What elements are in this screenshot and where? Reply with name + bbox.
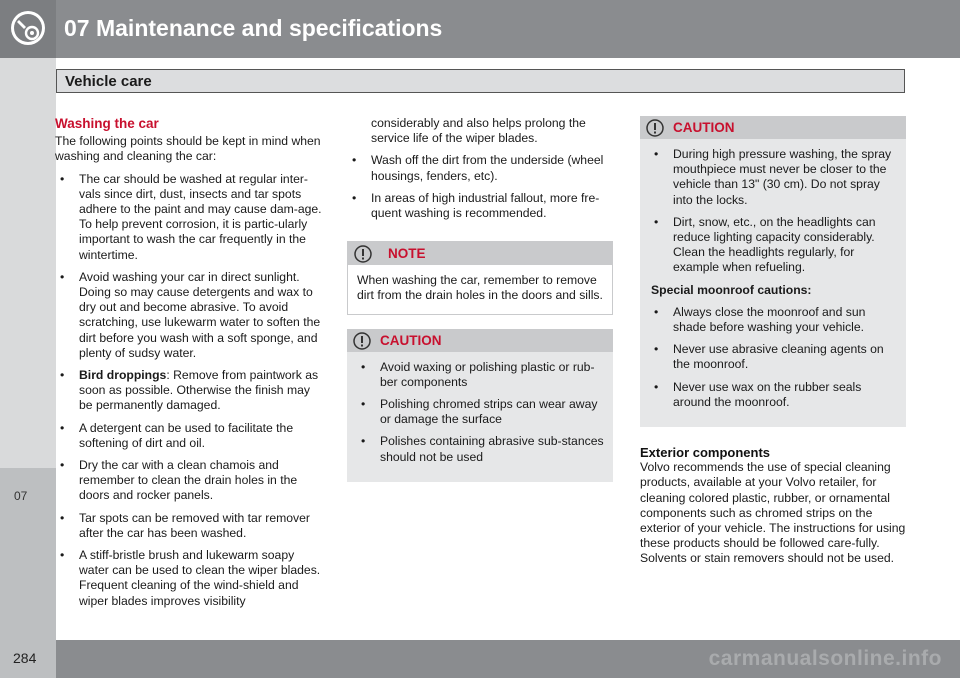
caution-label: CAUTION [673,120,735,135]
column-1 [55,116,323,616]
moonroof-list [649,305,897,410]
chapter-title: 07 Maintenance and specifications [64,15,443,41]
caution-header [347,329,613,352]
washing-list-continued [347,116,613,221]
caution-box-plastic [347,329,613,482]
list-item: • The car should be washed at regular inter-vals since dirt, dust, insects and tar spots adhere to the paint and may cause dam-age. To help prevent corrosion, it is partic-ularly important to wash the car frequently in the wintertime. [55,172,323,263]
caution-header [640,116,906,139]
caution-list [356,360,604,465]
washing-heading: Washing the car [55,116,159,131]
caution-body [640,139,906,427]
list-item: • Never use abrasive cleaning agents on the moonroof. [649,342,897,372]
chapter-tab-strip [0,468,56,640]
list-item: • Polishing chromed strips can wear away or damage the surface [356,397,604,427]
bird-droppings-label: Bird droppings [79,368,167,383]
washing-intro: The following points should be kept in mind when washing and cleaning the car: [55,134,321,164]
exterior-heading: Exterior components [640,445,771,461]
moonroof-subheading: Special moonroof cautions: [651,282,812,297]
bird-droppings-text: : Remove from paintwork as soon as possible. Otherwise the finish may be permanently damaged. [79,368,319,413]
chapter-header [0,0,960,58]
chapter-tab-label: 07 [14,489,28,503]
caution-label: CAUTION [380,332,442,348]
page-number: 284 [13,650,37,666]
note-label: NOTE [388,246,426,262]
note-header [348,242,612,265]
watermark: carmanualsonline.info [708,647,942,670]
page-footer [0,640,960,678]
note-text: When washing the car, remember to remove dirt from the drain holes in the doors and sills. [357,273,603,303]
exterior-text: Volvo recommends the use of special cleaning products, available at your Volvo retailer, for cleaning colored plastic, rubber, or ornamental components such as chromed strips on the exterior of your vehicle. The instructions for using these products should be followed care-fully. Solvents or stain removers should not be used. [640,460,906,566]
caution-list [649,147,897,276]
exclamation-icon [354,245,372,263]
list-item: • In areas of high industrial fallout, more fre-quent washing is recommended. [347,191,613,221]
caution-body [347,352,613,482]
list-item: • Polishes containing abrasive sub-stances should not be used [356,434,604,464]
page-number-box [0,640,56,678]
section-bar [56,69,905,93]
list-item: • Tar spots can be removed with tar remover after the car has been washed. [55,511,323,541]
exclamation-icon [646,119,664,137]
list-item-continuation: considerably and also helps prolong the service life of the wiper blades. [371,116,586,146]
wrench-gear-icon [9,8,47,48]
list-item: • A stiff-bristle brush and lukewarm soapy water can be used to clean the wiper blades. Frequent cleaning of the wind-shield and wiper blades improves visibility [55,548,323,609]
column-3 [640,116,906,574]
list-item [55,368,323,414]
list-item: • Avoid washing your car in direct sunlight. Doing so may cause detergents and wax to dry out and become abrasive. To avoid scratching, use lukewarm water to soften the dirt before you wash with a soft sponge, and plenty of sudsy water. [55,270,323,361]
list-item: • Avoid waxing or polishing plastic or rub-ber components [356,360,604,390]
list-item: • Never use wax on the rubber seals around the moonroof. [649,380,897,410]
column-2 [347,116,613,482]
list-item: • During high pressure washing, the spray mouthpiece must never be closer to the vehicle than 13" (30 cm). Do not spray into the locks. [649,147,897,208]
caution-box-pressure-washing [640,116,906,427]
list-item: • Dirt, snow, etc., on the headlights can reduce lighting capacity considerably. Clean the headlights regularly, for example when refueling. [649,215,897,276]
list-item: • A detergent can be used to facilitate the softening of dirt and oil. [55,421,323,451]
washing-list [55,172,323,609]
note-box [347,241,613,314]
section-title: Vehicle care [65,73,152,90]
list-item: • Wash off the dirt from the underside (wheel housings, fenders, etc). [347,153,613,183]
list-item: • Always close the moonroof and sun shade before washing your vehicle. [649,305,897,335]
chapter-icon-box [0,0,56,58]
exclamation-icon [353,332,371,350]
list-item: • Dry the car with a clean chamois and remember to clean the drain holes in the doors and rocker panels. [55,458,323,504]
